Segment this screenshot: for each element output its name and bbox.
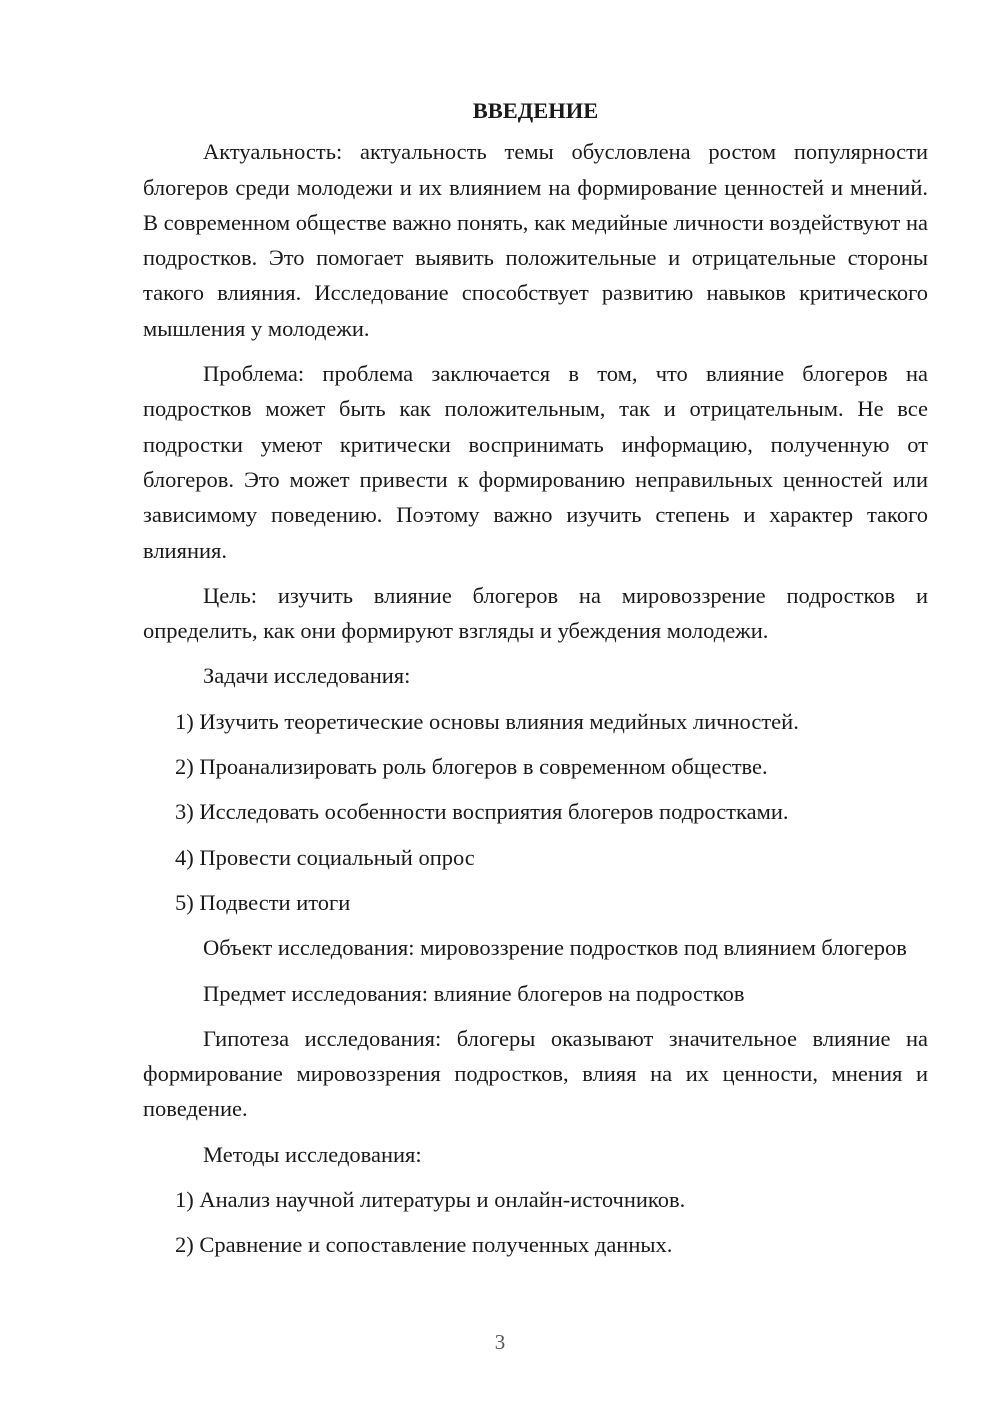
task-item-2: 2) Проанализировать роль блогеров в современном обществе. <box>175 754 768 780</box>
method-item-2: 2) Сравнение и сопоставление полученных данных. <box>175 1232 673 1258</box>
task-item-4: 4) Провести социальный опрос <box>175 844 475 870</box>
task-item-3: 3) Исследовать особенности восприятия блогеров подростками. <box>175 799 789 825</box>
method-item-1: 1) Анализ научной литературы и онлайн-источников. <box>175 1187 686 1213</box>
task-item-1: 1) Изучить теоретические основы влияния медийных личностей. <box>175 708 799 734</box>
relevance-paragraph: Актуальность: актуальность темы обусловлена ростом популярности блогеров среди молодежи и их влиянием на формирование ценностей и мнений. В современном обществе важно понять, как медийные личности воздействуют на подростков. Это помогает выявить положительные и отрицательные стороны такого влияния. Исследование способствует развитию навыков критического мышления у молодежи. <box>143 139 928 341</box>
task-item-5: 5) Подвести итоги <box>175 889 351 915</box>
tasks-heading: Задачи исследования: <box>203 663 411 689</box>
hypothesis-paragraph: Гипотеза исследования: блогеры оказывают значительное влияние на формирование мировоззрения подростков, влияя на их ценности, мнения и поведение. <box>143 1025 928 1122</box>
page-number: 3 <box>494 1330 506 1354</box>
document-page <box>143 93 928 1273</box>
problem-paragraph: Проблема: проблема заключается в том, что влияние блогеров на подростков может быть как положительным, так и отрицательным. Не все подростки умеют критически воспринимать информацию, полученную от блогеров. Это может привести к формированию неправильных ценностей или зависимому поведению. Поэтому важно изучить степень и характер такого влияния. <box>143 361 928 563</box>
subject-paragraph: Предмет исследования: влияние блогеров на подростков <box>203 980 745 1006</box>
goal-paragraph: Цель: изучить влияние блогеров на мировоззрение подростков и определить, как они формируют взгляды и убеждения молодежи. <box>143 582 928 644</box>
page-title: ВВЕДЕНИЕ <box>472 98 599 123</box>
object-paragraph: Объект исследования: мировоззрение подростков под влиянием блогеров <box>203 935 907 961</box>
methods-heading: Методы исследования: <box>203 1141 422 1167</box>
